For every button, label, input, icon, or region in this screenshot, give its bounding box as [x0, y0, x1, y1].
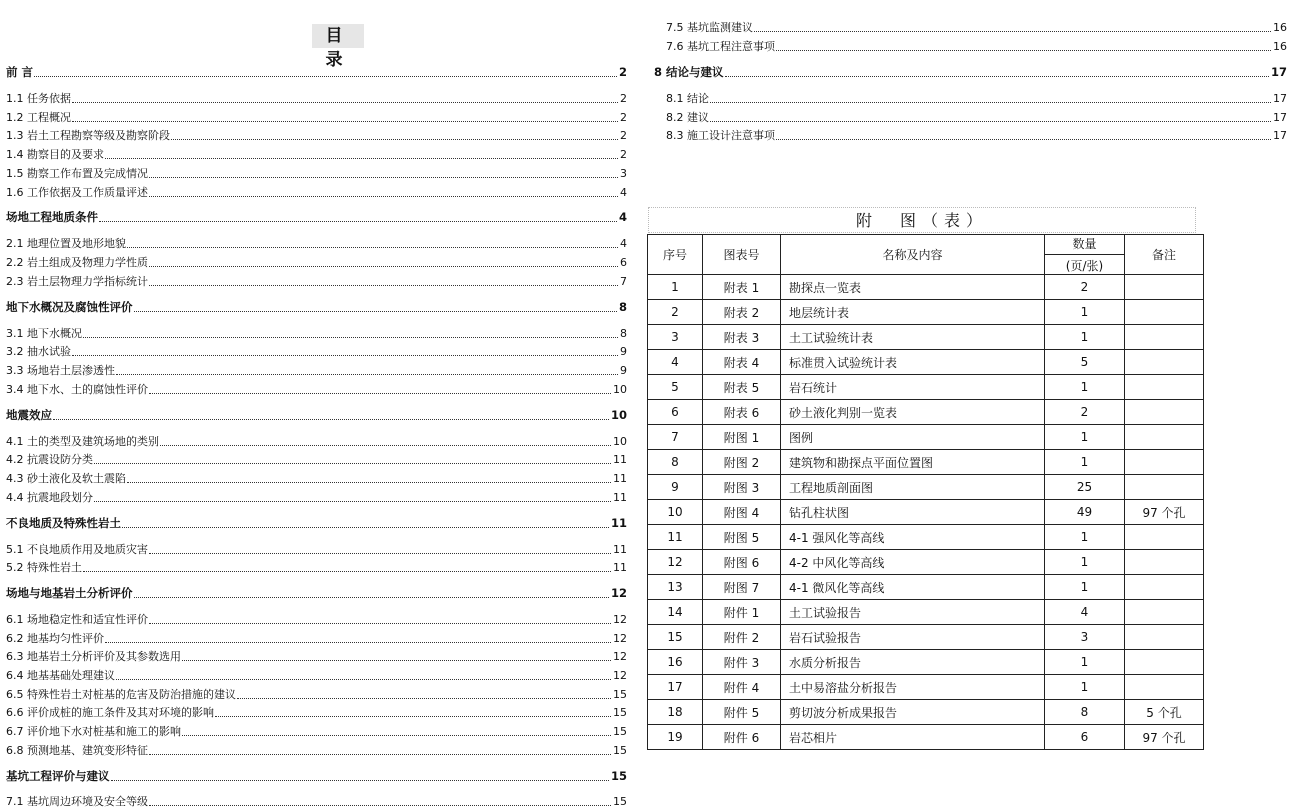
- toc-entry-text: 6.3 地基岩土分析评价及其参数选用: [6, 650, 181, 663]
- cell-code: 附件 3: [703, 650, 781, 675]
- header-code: 图表号: [703, 235, 781, 275]
- toc-entry-text: 不良地质及特殊性岩土: [6, 516, 121, 530]
- toc-page-number: 8: [618, 300, 627, 314]
- toc-dot-leader: [105, 642, 611, 643]
- cell-note: [1125, 275, 1204, 300]
- toc-page-number: 10: [610, 408, 627, 422]
- cell-note: [1125, 525, 1204, 550]
- toc-dot-leader: [171, 139, 618, 140]
- cell-code: 附件 4: [703, 675, 781, 700]
- table-row: [648, 600, 1204, 625]
- cell-code: 附图 3: [703, 475, 781, 500]
- toc-page-number: 11: [613, 453, 627, 466]
- cell-qty: 1: [1045, 650, 1125, 675]
- cell-no: 4: [648, 350, 703, 375]
- toc-entry-text: 3.4 地下水、土的腐蚀性评价: [6, 383, 148, 396]
- toc-page-number: 16: [1273, 40, 1287, 53]
- toc-dot-leader: [127, 247, 618, 248]
- toc-section-entry[interactable]: [6, 327, 627, 340]
- table-row: [648, 275, 1204, 300]
- cell-no: 18: [648, 700, 703, 725]
- toc-entry-text: 7.5 基坑监测建议: [666, 21, 753, 34]
- cell-note: 97 个孔: [1125, 500, 1204, 525]
- toc-page-number: 11: [613, 543, 627, 556]
- toc-entry-text: 前 言: [6, 65, 34, 79]
- toc-entry-text: 4.2 抗震设防分类: [6, 453, 93, 466]
- toc-section-entry[interactable]: [6, 453, 627, 466]
- cell-no: 16: [648, 650, 703, 675]
- cell-code: 附件 2: [703, 625, 781, 650]
- cell-code: 附件 6: [703, 725, 781, 750]
- toc-page-number: 17: [1270, 65, 1287, 79]
- toc-dot-leader: [215, 716, 611, 717]
- toc-section-entry[interactable]: [6, 148, 627, 161]
- toc-section-entry[interactable]: [6, 129, 627, 142]
- toc-section-entry[interactable]: [6, 688, 627, 701]
- table-row: [648, 650, 1204, 675]
- cell-name: 图例: [781, 425, 1045, 450]
- toc-section-entry[interactable]: [6, 472, 627, 485]
- toc-page-number: 4: [620, 186, 627, 199]
- toc-dot-leader: [122, 527, 609, 528]
- toc-dot-leader: [776, 139, 1271, 140]
- table-row: [648, 475, 1204, 500]
- annex-title: 附 图（表）: [648, 207, 1196, 233]
- toc-dot-leader: [83, 337, 618, 338]
- toc-dot-leader: [99, 221, 617, 222]
- toc-entry-text: 7.1 基坑周边环境及安全等级: [6, 795, 148, 808]
- cell-note: [1125, 650, 1204, 675]
- cell-note: [1125, 575, 1204, 600]
- cell-qty: 1: [1045, 375, 1125, 400]
- cell-note: [1125, 350, 1204, 375]
- toc-entry-text: 5.2 特殊性岩土: [6, 561, 82, 574]
- table-row: [648, 525, 1204, 550]
- cell-name: 钻孔柱状图: [781, 500, 1045, 525]
- toc-page-number: 17: [1273, 129, 1287, 142]
- toc-section-entry[interactable]: [6, 237, 627, 250]
- table-row: [648, 450, 1204, 475]
- cell-qty: 2: [1045, 400, 1125, 425]
- toc-entry-text: 3.2 抽水试验: [6, 345, 71, 358]
- toc-entry-text: 4.4 抗震地段划分: [6, 491, 93, 504]
- annex-table: [647, 234, 1204, 750]
- cell-no: 17: [648, 675, 703, 700]
- cell-name: 土工试验报告: [781, 600, 1045, 625]
- toc-dot-leader: [149, 553, 611, 554]
- toc-page-number: 12: [613, 650, 627, 663]
- toc-section-entry[interactable]: [6, 543, 627, 556]
- toc-page-number: 12: [613, 669, 627, 682]
- table-row: [648, 400, 1204, 425]
- cell-name: 砂土液化判别一览表: [781, 400, 1045, 425]
- table-row: [648, 700, 1204, 725]
- cell-note: [1125, 400, 1204, 425]
- toc-entry-text: 1.5 勘察工作布置及完成情况: [6, 167, 148, 180]
- toc-entry-text: 6.8 预测地基、建筑变形特征: [6, 744, 148, 757]
- cell-no: 10: [648, 500, 703, 525]
- toc-page-number: 15: [613, 725, 627, 738]
- cell-code: 附图 2: [703, 450, 781, 475]
- toc-chapter-entry[interactable]: [654, 66, 1287, 79]
- toc-title: 目 录: [312, 24, 364, 48]
- toc-section-entry[interactable]: [6, 613, 627, 626]
- toc-section-entry[interactable]: [6, 435, 627, 448]
- toc-entry-text: 1.2 工程概况: [6, 111, 71, 124]
- cell-name: 岩石试验报告: [781, 625, 1045, 650]
- cell-no: 12: [648, 550, 703, 575]
- cell-no: 3: [648, 325, 703, 350]
- cell-note: [1125, 475, 1204, 500]
- toc-entry-text: 场地与地基岩土分析评价: [6, 586, 133, 600]
- toc-section-entry[interactable]: [666, 111, 1287, 124]
- toc-page-number: 17: [1273, 92, 1287, 105]
- toc-dot-leader: [754, 31, 1271, 32]
- toc-entry-text: 8.2 建议: [666, 111, 709, 124]
- toc-dot-leader: [149, 177, 618, 178]
- toc-entry-text: 6.4 地基基础处理建议: [6, 669, 115, 682]
- cell-qty: 1: [1045, 550, 1125, 575]
- toc-dot-leader: [149, 623, 611, 624]
- toc-page-number: 11: [613, 472, 627, 485]
- cell-name: 土工试验统计表: [781, 325, 1045, 350]
- cell-qty: 1: [1045, 425, 1125, 450]
- cell-name: 工程地质剖面图: [781, 475, 1045, 500]
- toc-entry-text: 6.2 地基均匀性评价: [6, 632, 104, 645]
- table-row: [648, 675, 1204, 700]
- cell-note: [1125, 600, 1204, 625]
- toc-entry-text: 7.6 基坑工程注意事项: [666, 40, 775, 53]
- cell-note: [1125, 300, 1204, 325]
- toc-page-number: 2: [620, 111, 627, 124]
- toc-entry-text: 1.3 岩土工程勘察等级及勘察阶段: [6, 129, 170, 142]
- toc-page-number: 10: [613, 435, 627, 448]
- toc-section-entry[interactable]: [6, 275, 627, 288]
- cell-qty: 1: [1045, 675, 1125, 700]
- cell-no: 7: [648, 425, 703, 450]
- toc-section-entry[interactable]: [6, 650, 627, 663]
- cell-code: 附件 1: [703, 600, 781, 625]
- cell-no: 9: [648, 475, 703, 500]
- header-note: 备注: [1125, 235, 1204, 275]
- toc-page-number: 11: [613, 561, 627, 574]
- toc-chapter-entry[interactable]: [6, 770, 627, 783]
- cell-qty: 25: [1045, 475, 1125, 500]
- toc-entry-text: 8.3 施工设计注意事项: [666, 129, 775, 142]
- cell-note: [1125, 375, 1204, 400]
- cell-code: 附表 3: [703, 325, 781, 350]
- toc-dot-leader: [94, 501, 611, 502]
- toc-page-number: 12: [613, 613, 627, 626]
- toc-page-number: 16: [1273, 21, 1287, 34]
- cell-name: 建筑物和勘探点平面位置图: [781, 450, 1045, 475]
- toc-dot-leader: [111, 780, 609, 781]
- toc-dot-leader: [710, 102, 1271, 103]
- toc-section-entry[interactable]: [6, 706, 627, 719]
- toc-entry-text: 4.3 砂土液化及软土震陷: [6, 472, 126, 485]
- cell-code: 附件 5: [703, 700, 781, 725]
- toc-chapter-entry[interactable]: [6, 517, 627, 530]
- toc-entry-text: 8 结论与建议: [654, 65, 724, 79]
- toc-page-number: 9: [620, 364, 627, 377]
- toc-section-entry[interactable]: [6, 725, 627, 738]
- cell-qty: 4: [1045, 600, 1125, 625]
- toc-dot-leader: [72, 121, 618, 122]
- toc-section-entry[interactable]: [666, 21, 1287, 34]
- cell-note: [1125, 675, 1204, 700]
- toc-entry-text: 3.3 场地岩土层渗透性: [6, 364, 115, 377]
- header-name: 名称及内容: [781, 235, 1045, 275]
- toc-dot-leader: [149, 196, 618, 197]
- cell-no: 15: [648, 625, 703, 650]
- cell-no: 2: [648, 300, 703, 325]
- toc-dot-leader: [53, 419, 609, 420]
- cell-name: 4-2 中风化等高线: [781, 550, 1045, 575]
- toc-section-entry[interactable]: [666, 92, 1287, 105]
- toc-entry-text: 地下水概况及腐蚀性评价: [6, 300, 133, 314]
- toc-entry-text: 1.6 工作依据及工作质量评述: [6, 186, 148, 199]
- cell-qty: 1: [1045, 325, 1125, 350]
- toc-page-number: 10: [613, 383, 627, 396]
- toc-section-entry[interactable]: [666, 40, 1287, 53]
- toc-entry-text: 6.6 评价成桩的施工条件及其对环境的影响: [6, 706, 214, 719]
- toc-page-number: 9: [620, 345, 627, 358]
- toc-entry-text: 2.1 地理位置及地形地貌: [6, 237, 126, 250]
- toc-dot-leader: [776, 50, 1271, 51]
- toc-section-entry[interactable]: [6, 186, 627, 199]
- toc-page-number: 17: [1273, 111, 1287, 124]
- cell-name: 勘探点一览表: [781, 275, 1045, 300]
- header-qty-unit: (页/张): [1045, 254, 1124, 274]
- cell-qty: 2: [1045, 275, 1125, 300]
- toc-page-number: 3: [620, 167, 627, 180]
- toc-dot-leader: [72, 102, 618, 103]
- toc-page-number: 2: [618, 65, 627, 79]
- table-row: [648, 500, 1204, 525]
- cell-no: 13: [648, 575, 703, 600]
- toc-entry-text: 基坑工程评价与建议: [6, 769, 110, 783]
- table-row: [648, 625, 1204, 650]
- toc-section-entry[interactable]: [6, 256, 627, 269]
- toc-section-entry[interactable]: [6, 561, 627, 574]
- cell-qty: 1: [1045, 450, 1125, 475]
- cell-no: 14: [648, 600, 703, 625]
- cell-code: 附表 4: [703, 350, 781, 375]
- toc-dot-leader: [105, 158, 618, 159]
- toc-dot-leader: [149, 266, 618, 267]
- toc-page-number: 12: [613, 632, 627, 645]
- toc-entry-text: 2.2 岩土组成及物理力学性质: [6, 256, 148, 269]
- toc-dot-leader: [182, 660, 611, 661]
- toc-section-entry[interactable]: [6, 345, 627, 358]
- toc-page-number: 4: [618, 210, 627, 224]
- cell-note: [1125, 425, 1204, 450]
- toc-section-entry[interactable]: [6, 111, 627, 124]
- toc-section-entry[interactable]: [6, 364, 627, 377]
- cell-name: 4-1 微风化等高线: [781, 575, 1045, 600]
- cell-code: 附图 6: [703, 550, 781, 575]
- toc-page-number: 6: [620, 256, 627, 269]
- cell-no: 5: [648, 375, 703, 400]
- toc-entry-text: 6.5 特殊性岩土对桩基的危害及防治措施的建议: [6, 688, 236, 701]
- cell-name: 土中易溶盐分析报告: [781, 675, 1045, 700]
- cell-no: 6: [648, 400, 703, 425]
- cell-qty: 1: [1045, 575, 1125, 600]
- toc-dot-leader: [725, 76, 1269, 77]
- cell-qty: 6: [1045, 725, 1125, 750]
- toc-dot-leader: [72, 355, 618, 356]
- toc-dot-leader: [134, 597, 609, 598]
- cell-name: 地层统计表: [781, 300, 1045, 325]
- toc-entry-text: 地震效应: [6, 408, 52, 422]
- toc-page-number: 15: [613, 706, 627, 719]
- toc-section-entry[interactable]: [6, 167, 627, 180]
- toc-entry-text: 4.1 土的类型及建筑场地的类别: [6, 435, 159, 448]
- toc-chapter-entry[interactable]: [6, 409, 627, 422]
- toc-dot-leader: [149, 285, 618, 286]
- toc-entry-text: 8.1 结论: [666, 92, 709, 105]
- toc-section-entry[interactable]: [6, 795, 627, 808]
- cell-note: 5 个孔: [1125, 700, 1204, 725]
- cell-code: 附表 5: [703, 375, 781, 400]
- cell-note: [1125, 325, 1204, 350]
- cell-note: 97 个孔: [1125, 725, 1204, 750]
- toc-dot-leader: [127, 482, 611, 483]
- header-qty: [1045, 235, 1125, 275]
- toc-dot-leader: [83, 571, 611, 572]
- cell-no: 11: [648, 525, 703, 550]
- cell-qty: 1: [1045, 300, 1125, 325]
- cell-name: 4-1 强风化等高线: [781, 525, 1045, 550]
- cell-note: [1125, 625, 1204, 650]
- toc-chapter-entry[interactable]: [6, 211, 627, 224]
- toc-section-entry[interactable]: [6, 491, 627, 504]
- table-row: [648, 575, 1204, 600]
- cell-code: 附表 1: [703, 275, 781, 300]
- toc-page-number: 15: [610, 769, 627, 783]
- annex-body: [648, 275, 1204, 750]
- toc-dot-leader: [710, 121, 1271, 122]
- toc-page-number: 2: [620, 129, 627, 142]
- cell-name: 标准贯入试验统计表: [781, 350, 1045, 375]
- toc-page-number: 8: [620, 327, 627, 340]
- cell-code: 附图 7: [703, 575, 781, 600]
- cell-code: 附图 1: [703, 425, 781, 450]
- toc-chapter-entry[interactable]: [6, 66, 627, 79]
- toc-entry-text: 1.1 任务依据: [6, 92, 71, 105]
- toc-entry-text: 6.7 评价地下水对桩基和施工的影响: [6, 725, 181, 738]
- toc-entry-text: 6.1 场地稳定性和适宜性评价: [6, 613, 148, 626]
- cell-name: 水质分析报告: [781, 650, 1045, 675]
- toc-entry-text: 3.1 地下水概况: [6, 327, 82, 340]
- toc-dot-leader: [134, 311, 617, 312]
- cell-name: 岩石统计: [781, 375, 1045, 400]
- cell-qty: 5: [1045, 350, 1125, 375]
- toc-page-number: 12: [610, 586, 627, 600]
- cell-name: 剪切波分析成果报告: [781, 700, 1045, 725]
- cell-qty: 49: [1045, 500, 1125, 525]
- toc-page-number: 15: [613, 688, 627, 701]
- table-row: [648, 300, 1204, 325]
- toc-section-entry[interactable]: [6, 92, 627, 105]
- toc-section-entry[interactable]: [666, 129, 1287, 142]
- toc-dot-leader: [149, 393, 611, 394]
- cell-qty: 1: [1045, 525, 1125, 550]
- toc-entry-text: 场地工程地质条件: [6, 210, 98, 224]
- toc-chapter-entry[interactable]: [6, 301, 627, 314]
- toc-section-entry[interactable]: [6, 632, 627, 645]
- cell-qty: 8: [1045, 700, 1125, 725]
- toc-chapter-entry[interactable]: [6, 587, 627, 600]
- table-row: [648, 375, 1204, 400]
- toc-entry-text: 5.1 不良地质作用及地质灾害: [6, 543, 148, 556]
- annex-header-row: [648, 235, 1204, 275]
- toc-section-entry[interactable]: [6, 744, 627, 757]
- toc-entry-text: 2.3 岩土层物理力学指标统计: [6, 275, 148, 288]
- toc-page-number: 11: [610, 516, 627, 530]
- toc-section-entry[interactable]: [6, 383, 627, 396]
- cell-qty: 3: [1045, 625, 1125, 650]
- table-row: [648, 725, 1204, 750]
- cell-name: 岩芯相片: [781, 725, 1045, 750]
- toc-section-entry[interactable]: [6, 669, 627, 682]
- cell-note: [1125, 450, 1204, 475]
- toc-page-number: 4: [620, 237, 627, 250]
- cell-code: 附表 6: [703, 400, 781, 425]
- table-row: [648, 425, 1204, 450]
- toc-dot-leader: [116, 374, 618, 375]
- cell-code: 附表 2: [703, 300, 781, 325]
- toc-page-number: 11: [613, 491, 627, 504]
- cell-no: 8: [648, 450, 703, 475]
- toc-page-number: 2: [620, 92, 627, 105]
- toc-dot-leader: [182, 735, 611, 736]
- toc-dot-leader: [160, 445, 611, 446]
- cell-code: 附图 5: [703, 525, 781, 550]
- toc-page-number: 7: [620, 275, 627, 288]
- cell-note: [1125, 550, 1204, 575]
- toc-page-number: 15: [613, 795, 627, 808]
- toc-dot-leader: [94, 463, 611, 464]
- cell-code: 附图 4: [703, 500, 781, 525]
- toc-page-number: 2: [620, 148, 627, 161]
- header-qty-label: 数量: [1072, 237, 1097, 251]
- toc-dot-leader: [149, 754, 611, 755]
- table-row: [648, 350, 1204, 375]
- toc-dot-leader: [237, 698, 611, 699]
- cell-no: 19: [648, 725, 703, 750]
- toc-page-number: 15: [613, 744, 627, 757]
- cell-no: 1: [648, 275, 703, 300]
- table-row: [648, 550, 1204, 575]
- toc-dot-leader: [116, 679, 611, 680]
- header-no: 序号: [648, 235, 703, 275]
- table-row: [648, 325, 1204, 350]
- toc-entry-text: 1.4 勘察目的及要求: [6, 148, 104, 161]
- toc-dot-leader: [34, 76, 617, 77]
